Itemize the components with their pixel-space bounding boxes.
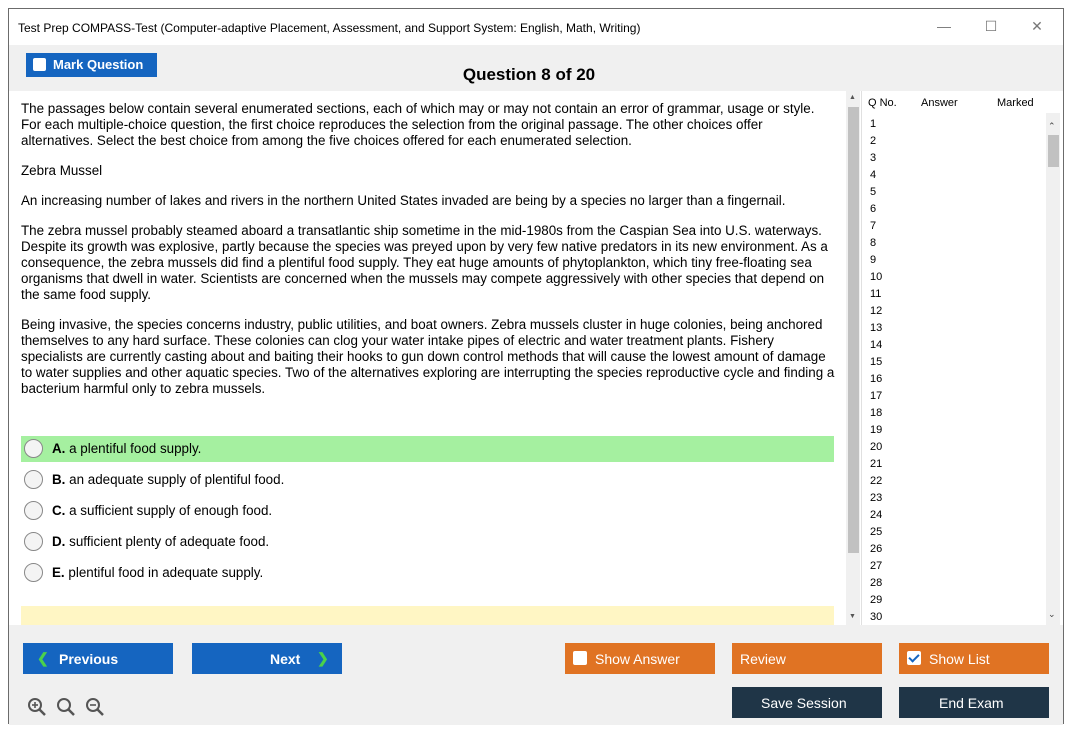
radio-icon[interactable] [24,563,43,582]
zoom-reset-icon[interactable] [56,697,76,717]
passage-paragraph-2: The zebra mussel probably steamed aboard a transatlantic ship sometime in the mid-1980s from the Caspian Sea into U.S. waterways. Despite its growth was explosive, partly because the species was preyed upon by very few native predators in its new environment. As a consequence, the zebra mussels did find a plentiful food supply. They eat huge amounts of phytoplankton, which tiny free-floating sea organisms that dwell in water. Scientists are concerned when the mussels may compete aggressively with other species that depend on the same food supply. [21,223,828,302]
review-label: Review [740,651,786,667]
question-list-row[interactable] [862,217,1046,234]
question-number: 10 [870,271,883,283]
question-number: 3 [870,152,877,164]
mark-question-label: Mark Question [53,57,144,72]
question-number: 24 [870,509,883,521]
title-bar [9,9,1063,45]
passage-heading: Zebra Mussel [21,163,103,178]
content-scrollbar[interactable] [846,91,860,625]
question-list-row[interactable] [862,387,1046,404]
question-number: 5 [870,186,877,198]
question-number: 17 [870,390,883,402]
choice-c[interactable] [21,498,834,524]
question-number: 4 [870,169,877,181]
question-list-row[interactable] [862,268,1046,285]
question-number: 1 [870,118,877,130]
question-number: 13 [870,322,883,334]
col-marked: Marked [997,97,1034,109]
question-list-row[interactable] [862,200,1046,217]
question-list-row[interactable] [862,251,1046,268]
question-list-row[interactable] [862,115,1046,132]
next-label: Next [270,651,301,667]
question-number: 8 [870,237,877,249]
choice-a[interactable] [21,436,834,462]
explanation-panel [21,606,834,625]
choice-e[interactable] [21,560,834,586]
list-scroll-thumb[interactable] [1048,135,1059,167]
checkbox-icon [573,651,587,665]
question-list-row[interactable] [862,455,1046,472]
question-list-row[interactable] [862,608,1046,625]
question-list-scrollbar[interactable] [1046,113,1060,625]
question-list-row[interactable] [862,506,1046,523]
show-answer-button[interactable] [565,643,715,674]
question-number: 11 [870,288,882,300]
question-number: 15 [870,356,883,368]
question-list-row[interactable] [862,183,1046,200]
minimize-button[interactable]: — [937,18,951,34]
question-list-row[interactable] [862,353,1046,370]
question-list-row[interactable] [862,574,1046,591]
choice-text: a sufficient supply of enough food. [69,503,273,518]
show-list-button[interactable] [899,643,1049,674]
question-list-header [862,91,1059,113]
question-list-rows [862,115,1046,625]
checkbox-checked-icon [907,651,921,665]
zoom-in-icon[interactable] [27,697,47,717]
save-session-label: Save Session [761,695,847,711]
question-counter: Question 8 of 20 [462,65,596,84]
question-list-row[interactable] [862,149,1046,166]
mark-question-button[interactable] [26,53,157,77]
chevron-right-icon: ❯ [317,650,329,666]
question-list-row[interactable] [862,489,1046,506]
mark-checkbox-icon [33,58,46,71]
question-number: 22 [870,475,883,487]
choice-text: sufficient plenty of adequate food. [69,534,270,549]
radio-icon[interactable] [24,439,43,458]
choice-letter: D. [52,534,66,549]
question-list-row[interactable] [862,472,1046,489]
scroll-thumb[interactable] [848,107,859,553]
choice-d[interactable] [21,529,834,555]
question-list-row[interactable] [862,438,1046,455]
question-list-row[interactable] [862,336,1046,353]
choice-text: a plentiful food supply. [69,441,202,456]
answer-choices [21,436,834,591]
choice-letter: B. [52,472,66,487]
question-number: 2 [870,135,877,147]
question-number: 6 [870,203,877,215]
previous-button[interactable] [23,643,173,674]
choice-text: an adequate supply of plentiful food. [69,472,285,487]
question-toolbar [9,45,1063,91]
show-answer-label: Show Answer [595,651,680,667]
radio-icon[interactable] [24,501,43,520]
question-number: 25 [870,526,883,538]
list-scroll-down-icon[interactable]: ⌄ [1048,609,1056,619]
show-list-label: Show List [929,651,990,667]
question-number: 16 [870,373,883,385]
question-number: 9 [870,254,877,266]
col-answer: Answer [921,97,958,109]
question-number: 12 [870,305,883,317]
scroll-down-arrow-icon[interactable]: ▼ [849,613,856,620]
question-content [9,91,846,625]
choice-text: plentiful food in adequate supply. [68,565,264,580]
instructions-text: The passages below contain several enumerated sections, each of which may or may not contain an error of grammar, usage or style. For each multiple-choice question, the first choice reproduces the selection from the original passage. The other choices offer alternatives. Select the best choice from among the five choices offered for each enumerated selection. [21,101,815,148]
question-list-row[interactable] [862,591,1046,608]
passage-paragraph-1: An increasing number of lakes and rivers in the northern United States invaded are being by a species no larger than a fingernail. [21,193,786,208]
question-list-row[interactable] [862,285,1046,302]
question-number: 29 [870,594,883,606]
end-exam-label: End Exam [939,695,1004,711]
question-number: 7 [870,220,877,232]
question-list-row[interactable] [862,370,1046,387]
question-number: 19 [870,424,883,436]
choice-letter: E. [52,565,65,580]
question-list-row[interactable] [862,421,1046,438]
radio-icon[interactable] [24,470,43,489]
zoom-out-icon[interactable] [85,697,105,717]
end-exam-button[interactable] [899,687,1049,718]
passage-paragraph-3: Being invasive, the species concerns industry, public utilities, and boat owners. Zebra mussels cluster in huge colonies, being anchored themselves to any hard surface. These colonies can clog your water intake pipes of electric and water treatment plants. Fishery specialists are currently casting about and baiting their hooks to gun down control methods that will cause the lowest amount of damage to water supplies and other aquatic species. Two of the alternatives exploring are interrupting the species reproductive cycle and finding a bacterium harmful only to zebra mussels. [21,317,835,396]
question-number: 18 [870,407,883,419]
question-list-row[interactable] [862,234,1046,251]
question-number: 20 [870,441,883,453]
list-scroll-up-icon[interactable]: ⌃ [1048,121,1056,131]
next-button[interactable] [192,643,342,674]
question-number: 27 [870,560,883,572]
question-number: 23 [870,492,883,504]
radio-icon[interactable] [24,532,43,551]
question-number: 14 [870,339,883,351]
question-list-row[interactable] [862,132,1046,149]
question-number: 28 [870,577,883,589]
chevron-left-icon: ❮ [37,650,49,666]
col-qno: Q No. [868,97,897,109]
question-list-row[interactable] [862,540,1046,557]
maximize-button[interactable]: ☐ [984,18,998,34]
previous-label: Previous [59,651,119,667]
question-number: 26 [870,543,883,555]
review-dropdown[interactable] [732,643,882,674]
save-session-button[interactable] [732,687,882,718]
question-list-panel [861,91,1059,625]
scroll-up-arrow-icon[interactable]: ▲ [849,94,856,101]
choice-letter: A. [52,441,66,456]
question-number: 21 [870,458,883,470]
question-list-row[interactable] [862,557,1046,574]
passage [21,101,836,411]
footer-bar [9,625,1063,725]
question-list-row[interactable] [862,166,1046,183]
choice-letter: C. [52,503,66,518]
app-window [8,8,1064,724]
question-number: 30 [870,611,883,623]
close-button[interactable]: ✕ [1031,18,1043,34]
question-list-row[interactable] [862,404,1046,421]
choice-b[interactable] [21,467,834,493]
question-list-row[interactable] [862,523,1046,540]
question-list-row[interactable] [862,319,1046,336]
question-list-row[interactable] [862,302,1046,319]
window-title: Test Prep COMPASS-Test (Computer-adaptive Placement, Assessment, and Support System: English, Math, Writing) [18,21,641,35]
